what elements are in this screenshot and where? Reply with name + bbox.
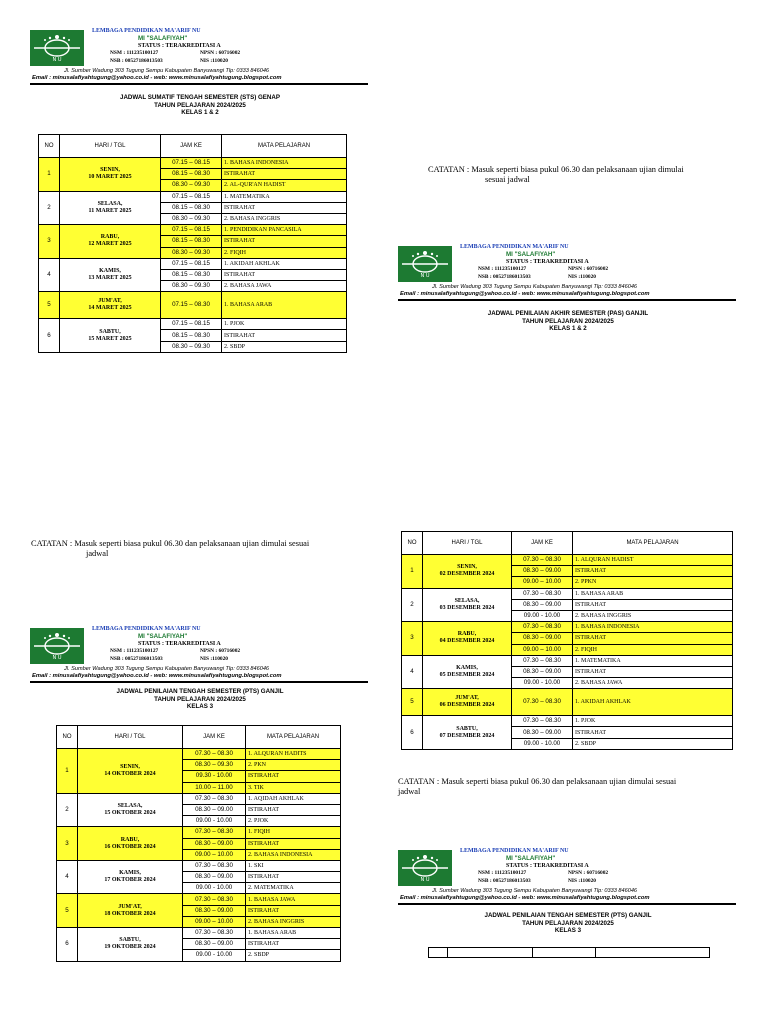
time-slot: 08.30 – 09.00 [183,905,246,916]
svg-text:N U: N U [52,655,62,661]
date-label: 15 OKTOBER 2024 [104,810,156,817]
table-row [402,622,733,633]
header-hari: HARI / TGL [78,726,183,749]
time-slot: 08.15 – 08.30 [161,330,222,341]
table-row [57,793,341,804]
time-slot: 09.00 - 10.00 [512,678,573,689]
subject: 1. PJOK [222,319,347,330]
subject: 1. PENDIDIKAN PANCASILA [222,225,347,236]
npsn-value: NPSN : 60716002 [568,870,609,877]
day-number: 5 [39,292,60,319]
pts-title-line2: TAHUN PELAJARAN 2024/2025 [154,695,246,703]
day-number: 1 [402,555,423,589]
catatan-note-b [31,539,309,560]
subject: 2. SBDP [246,950,341,961]
empty-cell [596,948,710,958]
nsm-value: NSM : 111235100127 [478,870,527,877]
subject: ISTIRAHAT [246,771,341,782]
day-name: SABTU, [456,725,478,732]
pts-title [30,688,370,711]
day-name: SELASA, [454,597,480,604]
header-rule [30,83,368,85]
date-label: 17 OKTOBER 2024 [104,877,156,884]
date-label: 04 DESEMBER 2024 [439,638,495,645]
catatan-b-line1: CATATAN : Masuk seperti biasa pukul 06.30 dan pelaksanaan ujian dimulai sesuai [31,539,310,548]
subject: 1. BAHASA INDONESIA [573,622,733,633]
table-row [39,258,347,269]
table-row [57,749,341,760]
time-slot: 08.30 – 09.30 [161,281,222,292]
school-name: MI "SALAFIYAH" [506,855,556,863]
day-date [78,793,183,827]
letterhead-pts2 [398,848,738,908]
time-slot: 07.15 – 08.15 [161,319,222,330]
school-name: MI "SALAFIYAH" [138,35,188,43]
header-no: NO [39,135,60,158]
nsm-value: NSM : 111235100127 [110,50,159,57]
time-slot: 07.30 – 08.30 [512,622,573,633]
day-date [60,319,161,353]
time-slot: 09.00 – 10.00 [512,577,573,588]
day-date [423,555,512,589]
time-slot: 08.15 – 08.30 [161,202,222,213]
sts-title [30,94,370,117]
date-label: 19 OKTOBER 2024 [104,944,156,951]
npsn-value: NPSN : 60716002 [200,648,241,655]
day-date [78,860,183,894]
nsm-value: NSM : 111235100127 [478,266,527,273]
subject: 2. SBDP [222,341,347,352]
day-number: 3 [57,827,78,861]
header-jam: JAM KE [512,532,573,555]
subject: ISTIRAHAT [222,330,347,341]
nu-logo-icon [398,850,452,886]
subject: 1. MATEMATIKA [573,655,733,666]
header-jam: JAM KE [183,726,246,749]
table-row [57,928,341,939]
pas-title [398,310,738,333]
subject: 1. BAHASA ARAB [246,928,341,939]
nu-logo-icon [30,628,84,664]
day-number: 5 [57,894,78,928]
subject: ISTIRAHAT [246,872,341,883]
accreditation-status: STATUS : TERAKREDITASI A [138,640,221,647]
table-row [402,555,733,566]
date-label: 14 OKTOBER 2024 [104,770,156,777]
subject: ISTIRAHAT [222,269,347,280]
day-name: SABTU, [99,328,121,335]
day-number: 1 [39,158,60,192]
date-label: 12 MARET 2025 [88,241,132,248]
time-slot: 10.00 – 11.00 [183,782,246,793]
time-slot: 09.00 - 10.00 [183,883,246,894]
subject: 2. BAHASA INGGRIS [246,916,341,927]
svg-text:N U: N U [52,57,62,63]
subject: ISTIRAHAT [573,666,733,677]
time-slot: 08.15 – 08.30 [161,169,222,180]
date-label: 07 DESEMBER 2024 [439,732,495,739]
pts2-title-line3: KELAS 3 [554,927,582,935]
date-label: 10 MARET 2025 [88,174,132,181]
npsn-value: NPSN : 60716002 [200,50,241,57]
time-slot: 09.00 – 10.00 [512,644,573,655]
pts2-title-line2: TAHUN PELAJARAN 2024/2025 [522,919,614,927]
catatan-a-line1: CATATAN : Masuk seperti biasa pukul 06.30 dan pelaksanaan ujian dimulai [428,165,684,174]
subject: 2. SBDP [573,738,733,749]
catatan-c-line2: jadwal [398,787,421,797]
table-row [39,158,347,169]
header-mapel: MATA PELAJARAN [246,726,341,749]
time-slot: 08.30 – 09.00 [183,804,246,815]
time-slot: 07.15 – 08.30 [161,292,222,319]
subject: ISTIRAHAT [573,599,733,610]
time-slot: 07.30 – 08.30 [183,860,246,871]
letterhead-pts [30,626,370,686]
day-name: RABU, [457,631,477,638]
nsb-value: NSB : 00527186013503 [110,655,163,662]
day-name: SENIN, [100,167,120,174]
time-slot: 08.30 – 09.00 [512,566,573,577]
time-slot: 07.15 – 08.15 [161,158,222,169]
day-name: JUM'AT, [455,695,479,702]
subject: 3. TIK [246,782,341,793]
time-slot: 08.30 – 09.30 [183,760,246,771]
subject: ISTIRAHAT [246,939,341,950]
time-slot: 09.00 – 10.00 [183,916,246,927]
subject: 2. FIQIH [222,247,347,258]
nu-logo-icon [30,30,84,66]
day-number: 2 [402,588,423,622]
time-slot: 08.30 – 09.00 [512,599,573,610]
catatan-note-c [398,777,676,798]
subject: 1. AKIDAH AKHLAK [573,689,733,716]
sts-title-line2: TAHUN PELAJARAN 2024/2025 [154,101,246,109]
pts-schedule-table [56,725,341,962]
time-slot: 09.00 - 10.00 [183,816,246,827]
letterhead-pas [398,244,738,304]
pas-title-line2: TAHUN PELAJARAN 2024/2025 [522,317,614,325]
accreditation-status: STATUS : TERAKREDITASI A [138,42,221,49]
date-label: 05 DESEMBER 2024 [439,671,495,678]
accreditation-status: STATUS : TERAKREDITASI A [506,258,589,265]
date-label: 16 OKTOBER 2024 [104,843,156,850]
nsb-value: NSB : 00527186013503 [478,273,531,280]
day-name: SELASA, [117,803,143,810]
table-row [402,588,733,599]
nsb-value: NSB : 00527186013503 [110,57,163,64]
date-label: 03 DESEMBER 2024 [439,604,495,611]
subject: ISTIRAHAT [573,727,733,738]
school-logo [398,850,452,886]
catatan-a-line2: sesuai jadwal [485,175,530,185]
subject: 2. BAHASA INGGRIS [573,610,733,621]
time-slot: 08.30 – 09.30 [161,341,222,352]
header-hari: HARI / TGL [423,532,512,555]
day-name: SENIN, [457,564,477,571]
table-row [402,689,733,716]
table-row [39,191,347,202]
school-address: Jl. Sumber Wadung 303 Tugung Sempu Kabupaten Banyuwangi Tlp: 0333 846046 [432,888,638,894]
pts-title-line3: KELAS 3 [186,703,214,711]
nsm-value: NSM : 111235100127 [110,648,159,655]
time-slot: 07.30 – 08.30 [183,749,246,760]
date-label: 06 DESEMBER 2024 [439,702,495,709]
header-mapel: MATA PELAJARAN [222,135,347,158]
catatan-b-line2: jadwal [86,549,109,559]
empty-cell [533,948,596,958]
header-mapel: MATA PELAJARAN [573,532,733,555]
sts-title-line1: JADWAL SUMATIF TENGAH SEMESTER (STS) GENAP [120,94,280,101]
time-slot: 07.30 – 08.30 [512,689,573,716]
day-name: KAMIS, [99,267,121,274]
sts-title-line3: KELAS 1 & 2 [181,109,219,117]
time-slot: 08.30 – 09.00 [183,838,246,849]
pts2-title [398,912,738,935]
nis-value: NIS :110020 [200,655,229,662]
school-email: Email : minusalafiyahtugung@yahoo.co.id - web: www.minusalafiyahtugung.blogspot.com [400,291,650,297]
day-date [78,894,183,928]
subject: 1. PJOK [573,716,733,727]
subject: ISTIRAHAT [222,236,347,247]
day-date [423,622,512,656]
pas-schedule-table [401,531,733,750]
pts-title-line1: JADWAL PENILAIAN TENGAH SEMESTER (PTS) GANJIL [116,688,284,695]
header-no: NO [402,532,423,555]
header-rule [398,299,736,301]
svg-text:N U: N U [420,273,430,279]
lembaga-label: LEMBAGA PENDIDIKAN MA'ARIF NU [92,28,201,34]
school-name: MI "SALAFIYAH" [506,251,556,259]
nu-logo-icon [398,246,452,282]
school-email: Email : minusalafiyahtugung@yahoo.co.id - web: www.minusalafiyahtugung.blogspot.com [32,673,282,679]
time-slot: 07.30 – 08.30 [512,655,573,666]
time-slot: 08.30 – 09.00 [512,633,573,644]
subject: 2. BAHASA JAWA [573,678,733,689]
time-slot: 08.30 – 09.00 [183,872,246,883]
header-rule [398,903,736,905]
day-date [78,928,183,962]
time-slot: 07.30 – 08.30 [183,827,246,838]
table-row [402,716,733,727]
time-slot: 08.30 – 09.30 [161,180,222,191]
time-slot: 08.30 – 09.30 [161,213,222,224]
day-name: JUM'AT, [118,903,142,910]
day-date [78,749,183,794]
day-number: 3 [402,622,423,656]
subject: 1. BAHASA INDONESIA [222,158,347,169]
lembaga-label: LEMBAGA PENDIDIKAN MA'ARIF NU [92,626,201,632]
subject: ISTIRAHAT [222,202,347,213]
subject: 1. BAHASA ARAB [222,292,347,319]
time-slot: 08.30 – 09.00 [183,939,246,950]
day-name: KAMIS, [119,870,141,877]
day-number: 4 [402,655,423,689]
header-jam: JAM KE [161,135,222,158]
time-slot: 08.15 – 08.30 [161,269,222,280]
day-date [423,689,512,716]
table-row [39,319,347,330]
time-slot: 09.00 - 10.00 [512,738,573,749]
table-row [57,894,341,905]
subject: ISTIRAHAT [246,804,341,815]
day-number: 2 [57,793,78,827]
table-row [39,225,347,236]
time-slot: 07.30 – 08.30 [183,928,246,939]
accreditation-status: STATUS : TERAKREDITASI A [506,862,589,869]
table-row [39,292,347,319]
day-number: 3 [39,225,60,259]
time-slot: 08.15 – 08.30 [161,236,222,247]
time-slot: 07.15 – 08.15 [161,191,222,202]
subject: 2. MATEMATIKA [246,883,341,894]
subject: 1. AKIDAH AKHLAK [222,258,347,269]
school-address: Jl. Sumber Wadung 303 Tugung Sempu Kabupaten Banyuwangi Tlp: 0333 846046 [64,666,270,672]
time-slot: 07.30 – 08.30 [183,793,246,804]
day-date [60,158,161,192]
date-label: 15 MARET 2025 [88,335,132,342]
time-slot: 07.15 – 08.15 [161,258,222,269]
subject: 2. AL-QUR'AN HADIST [222,180,347,191]
lembaga-label: LEMBAGA PENDIDIKAN MA'ARIF NU [460,848,569,854]
day-date [60,292,161,319]
subject: ISTIRAHAT [222,169,347,180]
school-email: Email : minusalafiyahtugung@yahoo.co.id - web: www.minusalafiyahtugung.blogspot.com [400,895,650,901]
time-slot: 09.00 – 10.00 [183,849,246,860]
header-hari: HARI / TGL [60,135,161,158]
npsn-value: NPSN : 60716002 [568,266,609,273]
pas-title-line3: KELAS 1 & 2 [549,325,587,333]
date-label: 11 MARET 2025 [88,207,132,214]
day-name: JUM'AT, [98,298,122,305]
day-date [60,258,161,292]
date-label: 14 MARET 2025 [88,305,132,312]
day-number: 5 [402,689,423,716]
empty-cell [429,948,448,958]
sts-schedule-table [38,134,347,353]
time-slot: 07.15 – 08.15 [161,225,222,236]
day-name: SABTU, [119,937,141,944]
letterhead-sts [30,28,370,88]
day-date [423,716,512,750]
subject: 1. FIQIH [246,827,341,838]
subject: 1. AQIDAH AKHLAK [246,793,341,804]
time-slot: 08.30 – 09.00 [512,666,573,677]
day-number: 6 [402,716,423,750]
school-address: Jl. Sumber Wadung 303 Tugung Sempu Kabupaten Banyuwangi Tlp: 0333 846046 [432,284,638,290]
time-slot: 08.30 – 09.00 [512,727,573,738]
nsb-value: NSB : 00527186013503 [478,877,531,884]
day-date [78,827,183,861]
nis-value: NIS :110020 [568,273,597,280]
subject: 1. MATEMATIKA [222,191,347,202]
day-date [423,588,512,622]
nis-value: NIS :110020 [568,877,597,884]
subject: 1. SKI [246,860,341,871]
table-row [402,655,733,666]
table-row [57,860,341,871]
day-number: 4 [57,860,78,894]
date-label: 02 DESEMBER 2024 [439,571,495,578]
day-date [60,191,161,225]
time-slot: 09.30 - 10.00 [183,771,246,782]
time-slot: 08.30 – 09.30 [161,247,222,258]
subject: 2. BAHASA JAWA [222,281,347,292]
lembaga-label: LEMBAGA PENDIDIKAN MA'ARIF NU [460,244,569,250]
day-number: 6 [39,319,60,353]
subject: 2. PJOK [246,816,341,827]
pts2-title-line1: JADWAL PENILAIAN TENGAH SEMESTER (PTS) GANJIL [484,912,652,919]
subject: ISTIRAHAT [573,566,733,577]
nis-value: NIS :110020 [200,57,229,64]
subject: 1. ALQURAN HADITS [246,749,341,760]
subject: 2. BAHASA INGGRIS [222,213,347,224]
subject: ISTIRAHAT [246,838,341,849]
time-slot: 09.00 - 10.00 [183,950,246,961]
svg-text:N U: N U [420,877,430,883]
catatan-note-a [428,165,684,186]
school-address: Jl. Sumber Wadung 303 Tugung Sempu Kabupaten Banyuwangi Tlp: 0333 846046 [64,68,270,74]
subject: ISTIRAHAT [573,633,733,644]
date-label: 13 MARET 2025 [88,274,132,281]
subject: 2. PPKN [573,577,733,588]
header-rule [30,681,368,683]
day-name: SENIN, [120,763,140,770]
school-logo [398,246,452,282]
day-name: SELASA, [97,200,123,207]
subject: ISTIRAHAT [246,905,341,916]
time-slot: 09.00 - 10.00 [512,610,573,621]
pas-title-line1: JADWAL PENILAIAN AKHIR SEMESTER (PAS) GANJIL [487,310,649,317]
time-slot: 07.30 – 08.30 [183,894,246,905]
subject: 2. FIQIH [573,644,733,655]
subject: 1. BAHASA ARAB [573,588,733,599]
day-number: 1 [57,749,78,794]
subject: 1. BAHASA JAWA [246,894,341,905]
day-number: 2 [39,191,60,225]
day-date [60,225,161,259]
day-number: 6 [57,928,78,962]
date-label: 18 OKTOBER 2024 [104,910,156,917]
day-name: RABU, [100,234,120,241]
school-logo [30,628,84,664]
school-name: MI "SALAFIYAH" [138,633,188,641]
subject: 2. BAHASA INDONESIA [246,849,341,860]
day-date [423,655,512,689]
school-logo [30,30,84,66]
header-no: NO [57,726,78,749]
school-email: Email : minusalafiyahtugung@yahoo.co.id - web: www.minusalafiyahtugung.blogspot.com [32,75,282,81]
day-name: RABU, [120,836,140,843]
day-name: KAMIS, [456,664,478,671]
table-row [57,827,341,838]
subject: 1. ALQURAN HADIST [573,555,733,566]
day-number: 4 [39,258,60,292]
time-slot: 07.30 – 08.30 [512,716,573,727]
pts2-empty-table [428,947,710,958]
empty-cell [448,948,533,958]
subject: 2. PKN [246,760,341,771]
time-slot: 07.30 – 08.30 [512,555,573,566]
time-slot: 07.30 – 08.30 [512,588,573,599]
catatan-c-line1: CATATAN : Masuk seperti biasa pukul 06.30 dan pelaksanaan ujian dimulai sesuai [398,777,677,786]
